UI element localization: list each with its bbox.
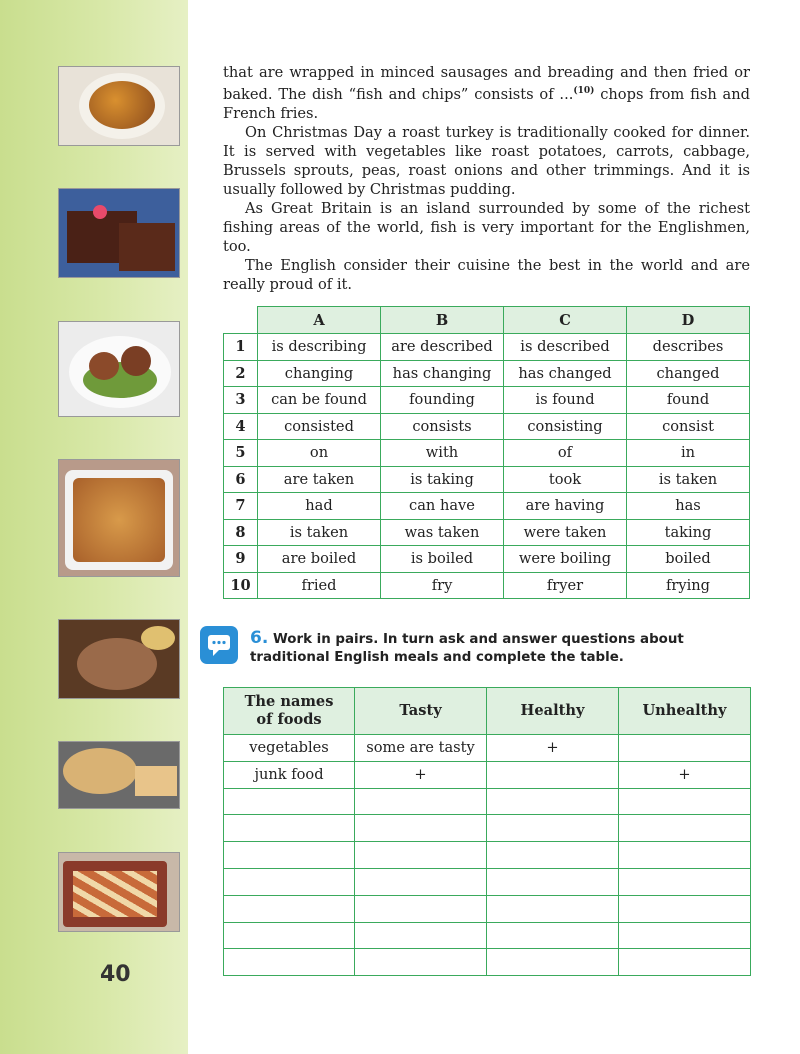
food-table-cell[interactable] — [355, 895, 487, 922]
table-row — [224, 466, 750, 493]
option-cell: is described — [504, 334, 627, 361]
meat-peas-photo — [58, 321, 180, 417]
table-row — [224, 572, 750, 599]
row-number: 2 — [224, 360, 258, 387]
option-cell: can have — [381, 493, 504, 520]
option-cell: took — [504, 466, 627, 493]
food-table-cell[interactable] — [487, 895, 619, 922]
option-cell: founding — [381, 387, 504, 414]
food-table-cell[interactable] — [619, 868, 751, 895]
food-table-cell[interactable] — [619, 788, 751, 815]
row-number: 3 — [224, 387, 258, 414]
food-table-cell[interactable] — [224, 868, 355, 895]
header-line-1: The names — [244, 693, 334, 710]
option-cell: taking — [627, 519, 750, 546]
option-cell: has changed — [504, 360, 627, 387]
table-row — [224, 493, 750, 520]
food-table-cell[interactable] — [224, 895, 355, 922]
table-row — [224, 735, 751, 762]
food-table-cell[interactable] — [355, 815, 487, 842]
food-table-cell[interactable] — [224, 842, 355, 869]
option-cell: is taking — [381, 466, 504, 493]
option-cell: are described — [381, 334, 504, 361]
option-cell: is boiled — [381, 546, 504, 573]
food-table-cell[interactable] — [487, 842, 619, 869]
table-row — [224, 440, 750, 467]
row-number: 5 — [224, 440, 258, 467]
food-table-cell[interactable] — [224, 788, 355, 815]
option-cell: changing — [258, 360, 381, 387]
column-header-d: D — [627, 307, 750, 334]
food-table-cell[interactable] — [355, 788, 487, 815]
pudding-photo — [58, 852, 180, 932]
table-row — [224, 387, 750, 414]
paragraph-2: On Christmas Day a roast turkey is traditionally cooked for dinner. It is served with vegetables like roast potatoes, carrots, cabbage, Brussels sprouts, peas, roast onions and other trimmings. And it is usually followed by Christmas pudding. — [223, 123, 750, 198]
header-line-2: of foods — [256, 711, 322, 728]
speech-bubble-icon — [200, 626, 238, 664]
option-cell: in — [627, 440, 750, 467]
option-cell: has — [627, 493, 750, 520]
column-header-tasty: Tasty — [355, 688, 487, 735]
food-table-cell[interactable]: vegetables — [224, 735, 355, 762]
answer-options-table — [223, 306, 750, 599]
food-table-cell[interactable] — [619, 922, 751, 949]
food-table-cell[interactable] — [619, 735, 751, 762]
option-cell: are having — [504, 493, 627, 520]
row-number: 9 — [224, 546, 258, 573]
paragraph-1-text-b: chops from fish and French fries. — [223, 85, 750, 122]
paragraph-4: The English consider their cuisine the best in the world and are really proud of it. — [223, 256, 750, 293]
table-row — [224, 949, 751, 976]
row-number: 6 — [224, 466, 258, 493]
paragraph-3: As Great Britain is an island surrounded by some of the richest fishing areas of the world, fish is very important for the Englishmen, too. — [223, 199, 750, 255]
food-table-cell[interactable] — [619, 842, 751, 869]
table-row — [224, 895, 751, 922]
table-row — [224, 788, 751, 815]
option-cell: were taken — [504, 519, 627, 546]
option-cell: has changing — [381, 360, 504, 387]
food-table-cell[interactable] — [487, 868, 619, 895]
food-table-cell[interactable] — [224, 949, 355, 976]
table-row — [224, 922, 751, 949]
option-cell: can be found — [258, 387, 381, 414]
food-table-cell[interactable]: + — [355, 761, 487, 788]
option-cell: consisted — [258, 413, 381, 440]
option-cell: of — [504, 440, 627, 467]
food-table-cell[interactable] — [355, 868, 487, 895]
option-cell: consist — [627, 413, 750, 440]
haggis-photo — [58, 619, 180, 699]
paragraph-1-text-a: that are wrapped in minced sausages and breading and then fried or baked. The dish “fish and chips” consists of ... — [223, 64, 750, 103]
option-cell: fried — [258, 572, 381, 599]
tart-photo — [58, 741, 180, 809]
option-cell: is taken — [627, 466, 750, 493]
option-cell: found — [627, 387, 750, 414]
food-table-cell[interactable] — [355, 922, 487, 949]
food-table-cell[interactable] — [487, 815, 619, 842]
option-cell: consisting — [504, 413, 627, 440]
table-row — [224, 761, 751, 788]
foods-table — [223, 687, 751, 976]
food-table-cell[interactable] — [355, 949, 487, 976]
food-table-cell[interactable] — [487, 788, 619, 815]
option-cell: with — [381, 440, 504, 467]
row-number: 1 — [224, 334, 258, 361]
option-cell: were boiling — [504, 546, 627, 573]
food-table-cell[interactable]: some are tasty — [355, 735, 487, 762]
option-cell: fryer — [504, 572, 627, 599]
food-table-cell[interactable] — [487, 949, 619, 976]
option-cell: had — [258, 493, 381, 520]
table-row — [224, 842, 751, 869]
column-header-healthy: Healthy — [487, 688, 619, 735]
option-cell: boiled — [627, 546, 750, 573]
table-row — [224, 868, 751, 895]
food-table-cell[interactable]: + — [619, 761, 751, 788]
table-row — [224, 815, 751, 842]
table-row — [224, 360, 750, 387]
gap-marker-10: (10) — [573, 86, 595, 96]
food-table-cell[interactable] — [355, 842, 487, 869]
table-corner — [224, 307, 258, 334]
task-text: Work in pairs. In turn ask and answer questions about traditional English meals and complete the table. — [250, 632, 684, 665]
column-header-a: A — [258, 307, 381, 334]
option-cell: changed — [627, 360, 750, 387]
option-cell: is describing — [258, 334, 381, 361]
food-table-cell[interactable] — [224, 922, 355, 949]
option-cell: is taken — [258, 519, 381, 546]
food-table-cell[interactable] — [619, 949, 751, 976]
row-number: 4 — [224, 413, 258, 440]
food-table-cell[interactable]: junk food — [224, 761, 355, 788]
table-row — [224, 519, 750, 546]
option-cell: consists — [381, 413, 504, 440]
food-table-cell[interactable]: + — [487, 735, 619, 762]
task-6-instruction — [250, 629, 755, 667]
brownies-photo — [58, 188, 180, 278]
column-header-unhealthy: Unhealthy — [619, 688, 751, 735]
table-row — [224, 413, 750, 440]
option-cell: frying — [627, 572, 750, 599]
article-text — [223, 63, 750, 294]
option-cell: is found — [504, 387, 627, 414]
row-number: 7 — [224, 493, 258, 520]
column-header-food-names — [224, 688, 355, 735]
toad-in-hole-photo — [58, 459, 180, 577]
paragraph-1 — [223, 63, 750, 123]
food-table-cell[interactable] — [487, 922, 619, 949]
option-cell: describes — [627, 334, 750, 361]
food-table-cell[interactable] — [619, 815, 751, 842]
option-cell: was taken — [381, 519, 504, 546]
table-row — [224, 334, 750, 361]
option-cell: on — [258, 440, 381, 467]
food-table-cell[interactable] — [487, 761, 619, 788]
option-cell: are taken — [258, 466, 381, 493]
task-number: 6. — [250, 628, 269, 648]
column-header-b: B — [381, 307, 504, 334]
food-table-cell[interactable] — [619, 895, 751, 922]
column-header-c: C — [504, 307, 627, 334]
food-table-cell[interactable] — [224, 815, 355, 842]
option-cell: are boiled — [258, 546, 381, 573]
page-number: 40 — [100, 962, 131, 987]
option-cell: fry — [381, 572, 504, 599]
stew-bowl-photo — [58, 66, 180, 146]
table-row — [224, 546, 750, 573]
row-number: 10 — [224, 572, 258, 599]
row-number: 8 — [224, 519, 258, 546]
